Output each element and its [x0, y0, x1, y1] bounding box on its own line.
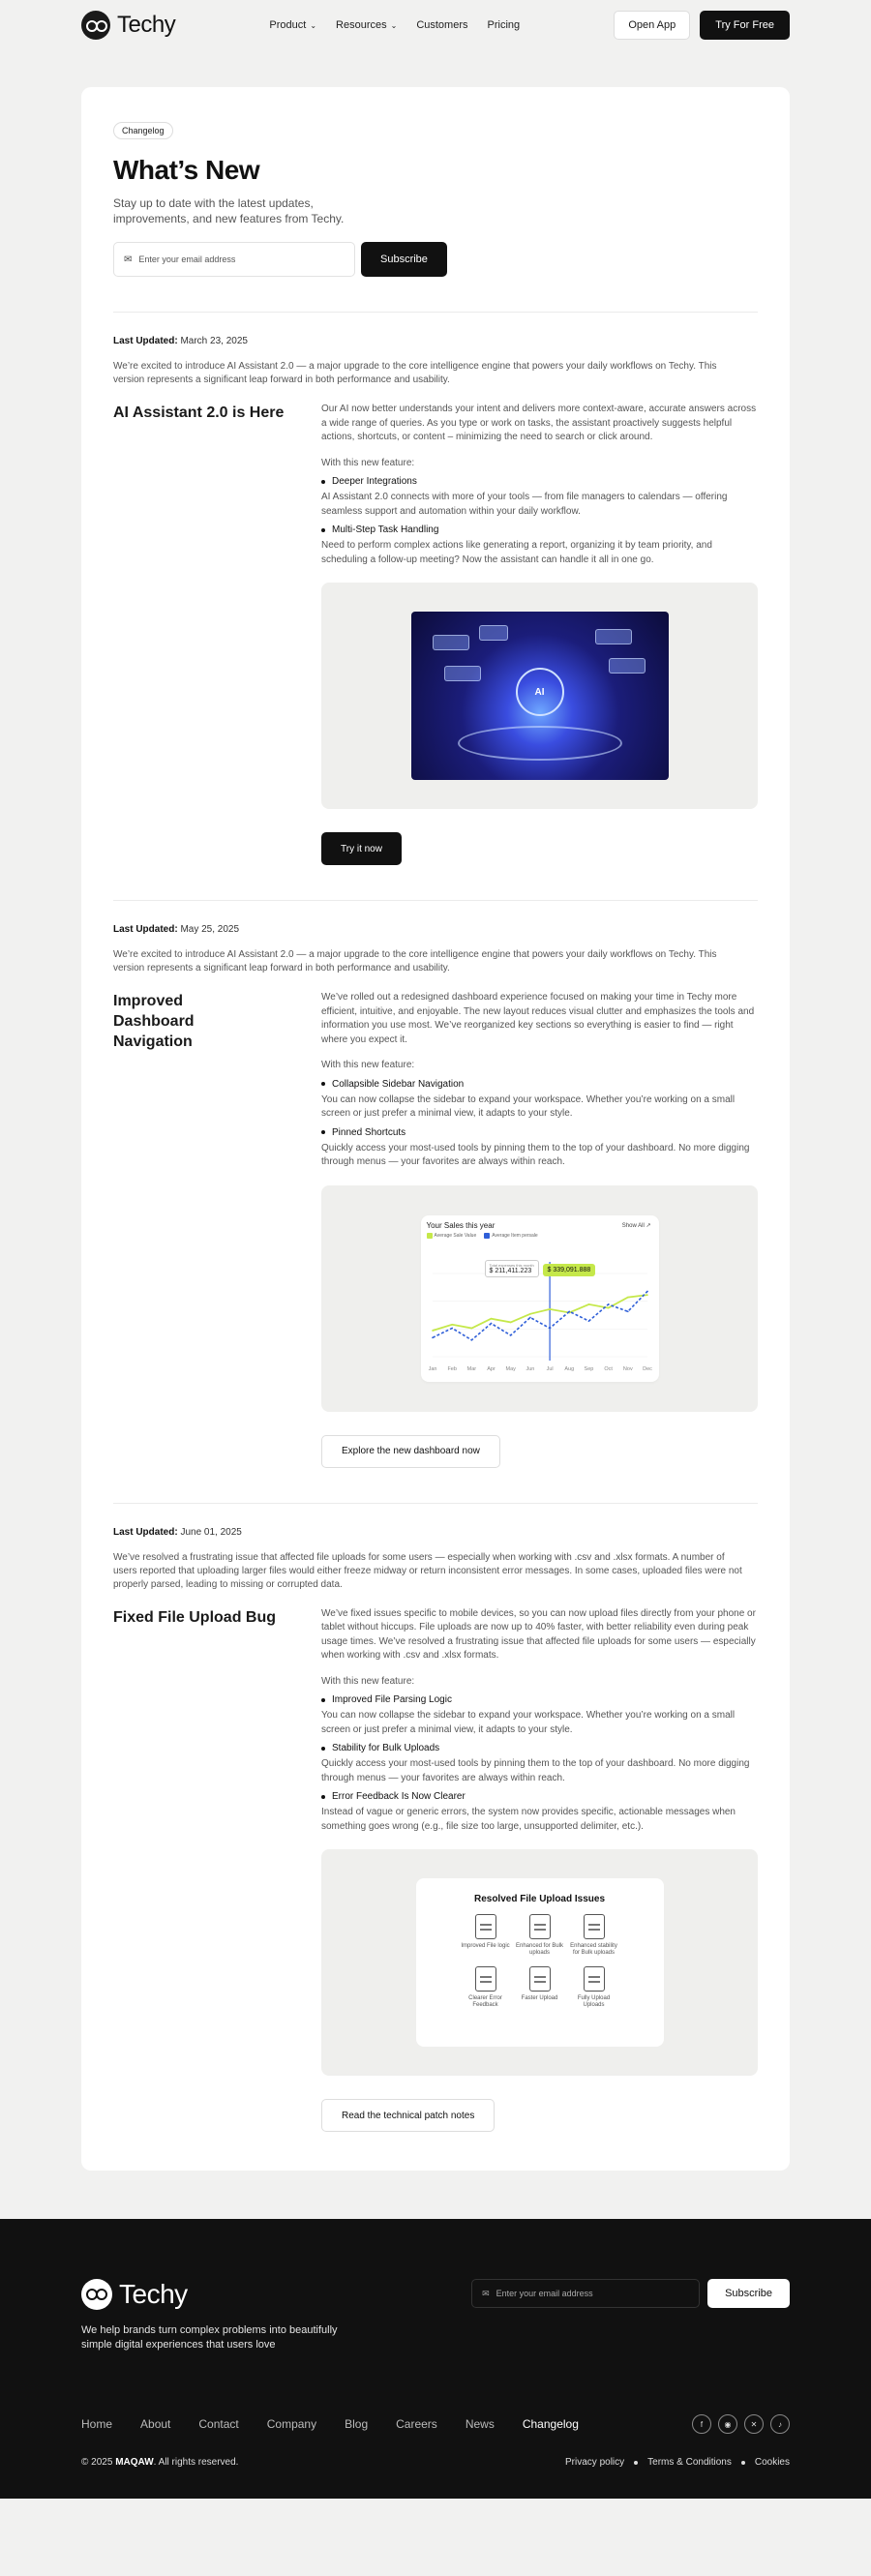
- entry-title: Fixed File Upload Bug: [113, 1608, 277, 1626]
- last-updated: [113, 1527, 758, 1538]
- feature-text: Quickly access your most-used tools by pinning them to the top of your dashboard. No more digging through menus — your favorites are always within reach.: [321, 1142, 750, 1167]
- data-point: [549, 1327, 551, 1329]
- issue-label: Enhanced for Bulk uploads: [515, 1943, 564, 1956]
- issue-item: [513, 1914, 567, 1957]
- feature-name: Collapsible Sidebar Navigation: [321, 1079, 758, 1090]
- data-point: [646, 1290, 648, 1292]
- header-logo[interactable]: [81, 11, 175, 40]
- issue-item: [567, 1966, 621, 2009]
- issue-item: [459, 1914, 513, 1957]
- email-input[interactable]: [113, 242, 355, 277]
- logo-text: Techy: [119, 2279, 188, 2309]
- feature-text: You can now collapse the sidebar to expand your workspace. Whether you’re working on a small screen or just prefer a minimal view, it adapts to your style.: [321, 1710, 736, 1735]
- changelog-entry: [113, 313, 758, 865]
- footer-link-home[interactable]: Home: [81, 2417, 113, 2431]
- x-tick-label: Oct: [603, 1365, 613, 1372]
- x-tick-label: Jul: [546, 1365, 554, 1372]
- issue-item: [459, 1966, 513, 2009]
- updated-date: May 25, 2025: [180, 924, 240, 935]
- ai-assistant-image: [411, 612, 669, 780]
- issue-item: [567, 1914, 621, 1957]
- footer-subscribe-form: [471, 2279, 790, 2352]
- entry-description: Our AI now better understands your intent and delivers more context-aware, accurate answers across a wide range of queries. As you type or work on tasks, the assistant proactively suggests helpful actions, shortcuts, or content – minimizing the need to search or click around.: [321, 404, 757, 442]
- page-subtitle: Stay up to date with the latest updates, improvements, and new features from Techy.: [113, 196, 345, 225]
- legal-links: [565, 2457, 790, 2468]
- tooltip-label: Total expenses this month: [489, 1262, 534, 1268]
- x-tick-label: Sep: [584, 1365, 593, 1372]
- email-placeholder: Enter your email address: [138, 255, 236, 264]
- legend-label: Average Item persale: [492, 1232, 538, 1239]
- copyright: [81, 2457, 238, 2468]
- feature-text: Instead of vague or generic errors, the system now provides specific, actionable messages when something goes wrong (e.g., file size too large, unsupported delimiter, etc.).: [321, 1807, 736, 1832]
- open-app-button[interactable]: Open App: [614, 11, 690, 40]
- x-tick-label: May: [505, 1365, 516, 1372]
- x-tick-label: Feb: [446, 1365, 457, 1372]
- resolved-issues-card: [416, 1878, 664, 2047]
- media-frame: [321, 1185, 758, 1412]
- search-icon: [529, 1966, 551, 1992]
- feature-name: Pinned Shortcuts: [321, 1127, 758, 1138]
- phone-icon: [584, 1966, 605, 1992]
- entry-intro: We’re excited to introduce AI Assistant 2.0 — a major upgrade to the core intelligence engine that powers your daily workflows on Techy. This version represents a significant leap forward in both performance and usability.: [113, 949, 717, 973]
- feature-text: You can now collapse the sidebar to expand your workspace. Whether you’re working on a small screen or just prefer a minimal view, it adapts to your style.: [321, 1093, 736, 1119]
- hologram-panel: [444, 666, 481, 681]
- feature-name: Deeper Integrations: [321, 476, 758, 487]
- logo-icon: [81, 2279, 112, 2310]
- hologram-panel: [479, 625, 508, 641]
- footer-link-company[interactable]: Company: [266, 2417, 317, 2431]
- feature-text: AI Assistant 2.0 connects with more of your tools — from file managers to calendars — offering seamless support and automation within your daily workflow.: [321, 492, 728, 517]
- feature-text: Quickly access your most-used tools by pinning them to the top of your dashboard. No more digging through menus — your favorites are always within reach.: [321, 1758, 750, 1783]
- main-nav: [269, 19, 520, 31]
- footer-link-blog[interactable]: Blog: [345, 2417, 369, 2431]
- entry-title: Improved Dashboard Navigation: [113, 993, 195, 1050]
- x-tick-label: Nov: [622, 1365, 633, 1372]
- last-updated: [113, 924, 758, 935]
- printer-icon: [475, 1966, 496, 1992]
- patch-notes-button[interactable]: Read the technical patch notes: [321, 2099, 495, 2132]
- footer-logo[interactable]: [81, 2279, 343, 2310]
- footer-link-changelog[interactable]: Changelog: [522, 2417, 579, 2431]
- x-tick-label: Jan: [428, 1365, 436, 1372]
- header-actions: [614, 11, 790, 40]
- facebook-icon[interactable]: f: [692, 2414, 711, 2434]
- site-footer: [0, 2219, 871, 2499]
- data-point: [549, 1308, 551, 1310]
- chevron-down-icon: ⌄: [310, 20, 317, 30]
- data-point: [451, 1327, 453, 1329]
- data-point: [568, 1310, 570, 1312]
- site-header: [0, 0, 871, 50]
- footer-link-contact[interactable]: Contact: [198, 2417, 239, 2431]
- try-it-now-button[interactable]: Try it now: [321, 832, 402, 865]
- hologram-ring: [458, 726, 622, 761]
- media-frame: [321, 583, 758, 809]
- footer-link-news[interactable]: News: [465, 2417, 495, 2431]
- updated-label: Last Updated:: [113, 1526, 178, 1538]
- separator-dot: [741, 2461, 745, 2465]
- subscribe-button[interactable]: Subscribe: [361, 242, 447, 277]
- nav-resources[interactable]: [336, 19, 397, 31]
- cookies-link[interactable]: Cookies: [754, 2457, 790, 2468]
- logo-icon: [81, 11, 110, 40]
- file-icon: [475, 1914, 496, 1939]
- data-point: [490, 1317, 492, 1319]
- footer-email-input[interactable]: [471, 2279, 700, 2308]
- x-tick-label: Mar: [466, 1365, 476, 1372]
- tiktok-icon[interactable]: ♪: [770, 2414, 790, 2434]
- privacy-link[interactable]: Privacy policy: [565, 2457, 625, 2468]
- changelog-pill: Changelog: [113, 122, 173, 139]
- data-point: [587, 1320, 589, 1322]
- hologram-panel: [595, 629, 632, 644]
- entry-description: We’ve rolled out a redesigned dashboard experience focused on making your time in Techy more efficient, intuitive, and enjoyable. The new layout reduces visual clutter and emphasizes the tools and information you use most. We’ve reorganized key sections so everything is easier to find — right where you expect it.: [321, 992, 755, 1045]
- changelog-entry: [113, 901, 758, 1468]
- chevron-down-icon: ⌄: [390, 20, 398, 30]
- footer-link-about[interactable]: About: [140, 2417, 171, 2431]
- copyright-suffix: . All rights reserved.: [153, 2457, 239, 2468]
- series-line-1: [433, 1291, 647, 1339]
- resolved-issues-grid: [416, 1914, 664, 2009]
- legend-label: Average Sale Value: [434, 1232, 477, 1239]
- data-point: [607, 1306, 609, 1308]
- x-tick-label: Jun: [525, 1365, 534, 1372]
- feature-name: Improved File Parsing Logic: [321, 1694, 758, 1705]
- data-point: [607, 1303, 609, 1305]
- mail-icon: ✉: [124, 254, 133, 265]
- issue-label: Fully Upload Uploads: [577, 1995, 611, 2008]
- feature-name: Stability for Bulk Uploads: [321, 1743, 758, 1753]
- try-free-button[interactable]: Try For Free: [700, 11, 790, 40]
- nav-product-label: Product: [269, 19, 307, 31]
- nav-product[interactable]: [269, 19, 316, 31]
- data-point: [646, 1294, 648, 1296]
- last-updated: [113, 336, 758, 346]
- issue-label: Faster Upload: [521, 1995, 558, 2001]
- email-placeholder: Enter your email address: [496, 2289, 593, 2298]
- social-links: [692, 2414, 790, 2434]
- x-tick-label: Apr: [486, 1365, 496, 1372]
- updated-date: March 23, 2025: [180, 336, 248, 346]
- explore-dashboard-button[interactable]: Explore the new dashboard now: [321, 1435, 500, 1468]
- feature-name: Error Feedback Is Now Clearer: [321, 1791, 758, 1802]
- changelog-entry: [113, 1504, 758, 2133]
- instagram-icon[interactable]: ◉: [718, 2414, 737, 2434]
- tooltip-value: $ 211,411.223: [489, 1267, 532, 1274]
- feature-heading: With this new feature:: [321, 1060, 415, 1070]
- separator-dot: [634, 2461, 638, 2465]
- issue-label: Enhanced stability for Bulk uploads: [570, 1943, 617, 1956]
- issue-label: Improved File logic: [461, 1943, 510, 1949]
- feature-text: Need to perform complex actions like generating a report, organizing it by team priority, and scheduling a follow-up meeting? Now the assistant can handle it all in one go.: [321, 540, 712, 565]
- data-point: [529, 1316, 531, 1318]
- nav-customers[interactable]: Customers: [416, 19, 468, 31]
- stability-icon: [584, 1914, 605, 1939]
- updated-date: June 01, 2025: [180, 1526, 242, 1538]
- data-point: [470, 1339, 472, 1341]
- mail-icon: ✉: [482, 2288, 490, 2298]
- arrow-up-right-icon: ↗: [646, 1222, 651, 1229]
- series-line-0: [433, 1295, 647, 1331]
- data-point: [490, 1322, 492, 1324]
- entry-intro: We’ve resolved a frustrating issue that affected file uploads for some users — especially when working with .csv and .xlsx formats. A number of users reported that uploading larger files would either freeze midway or return inconsistent error messages. In some cases, uploaded files were not properly parsed, leading to missing or corrupted data.: [113, 1551, 742, 1590]
- hologram-panel: [433, 635, 469, 650]
- ai-orb: AI: [516, 668, 564, 716]
- data-point: [627, 1296, 629, 1298]
- feature-heading: With this new feature:: [321, 1675, 415, 1687]
- x-icon[interactable]: ✕: [744, 2414, 764, 2434]
- entry-description: We’ve fixed issues specific to mobile devices, so you can now upload files directly from your phone or tablet without hiccups. File uploads are now up to 40% faster, with better reliability even during peak usage times. We’ve resolved a frustrating issue that affected file uploads for some users — especially when working with .csv and .xlsx formats.: [321, 1607, 756, 1661]
- resolved-issues-title: Resolved File Upload Issues: [473, 1894, 606, 1904]
- data-point: [470, 1327, 472, 1329]
- x-tick-label: Dec: [642, 1365, 652, 1372]
- data-point: [451, 1324, 453, 1326]
- issue-item: [513, 1966, 567, 2009]
- data-point: [627, 1310, 629, 1312]
- copyright-prefix: © 2025: [81, 2457, 113, 2468]
- footer-link-careers[interactable]: Careers: [396, 2417, 437, 2431]
- data-point: [509, 1321, 511, 1323]
- copyright-brand: MAQAW: [115, 2457, 154, 2468]
- data-point: [509, 1334, 511, 1336]
- logo-text: Techy: [117, 12, 176, 38]
- feature-heading: With this new feature:: [321, 457, 415, 468]
- entry-title: AI Assistant 2.0 is Here: [113, 404, 285, 421]
- updated-label: Last Updated:: [113, 336, 178, 346]
- footer-links: [81, 2417, 579, 2431]
- chart-tooltip: [485, 1260, 539, 1277]
- chart-tooltip-highlight: $ 339,091.888: [543, 1264, 596, 1276]
- feature-name: Multi-Step Task Handling: [321, 524, 758, 535]
- show-all-label: Show All: [621, 1222, 645, 1229]
- data-point: [432, 1330, 434, 1332]
- nav-pricing[interactable]: Pricing: [487, 19, 521, 31]
- changelog-card: [81, 87, 790, 2171]
- upload-icon: [529, 1914, 551, 1939]
- sales-chart: [421, 1215, 659, 1382]
- hologram-panel: [609, 658, 646, 674]
- media-frame: [321, 1849, 758, 2076]
- chart-title: Your Sales this year: [426, 1220, 496, 1230]
- footer-tagline: We help brands turn complex problems into beautifully simple digital experiences that users love: [81, 2324, 338, 2351]
- updated-label: Last Updated:: [113, 924, 178, 935]
- footer-subscribe-button[interactable]: Subscribe: [707, 2279, 790, 2308]
- chart-plot: [421, 1215, 659, 1382]
- x-tick-label: Aug: [563, 1365, 574, 1372]
- issue-label: Clearer Error Feedback: [468, 1995, 502, 2008]
- nav-resources-label: Resources: [336, 19, 387, 31]
- subscribe-form: [113, 242, 758, 277]
- data-point: [432, 1336, 434, 1338]
- data-point: [529, 1312, 531, 1314]
- data-point: [587, 1303, 589, 1305]
- terms-link[interactable]: Terms & Conditions: [647, 2457, 732, 2468]
- entry-intro: We’re excited to introduce AI Assistant 2.0 — a major upgrade to the core intelligence engine that powers your daily workflows on Techy. This version represents a significant leap forward in both performance and usability.: [113, 361, 717, 385]
- page-title: What’s New: [113, 155, 260, 185]
